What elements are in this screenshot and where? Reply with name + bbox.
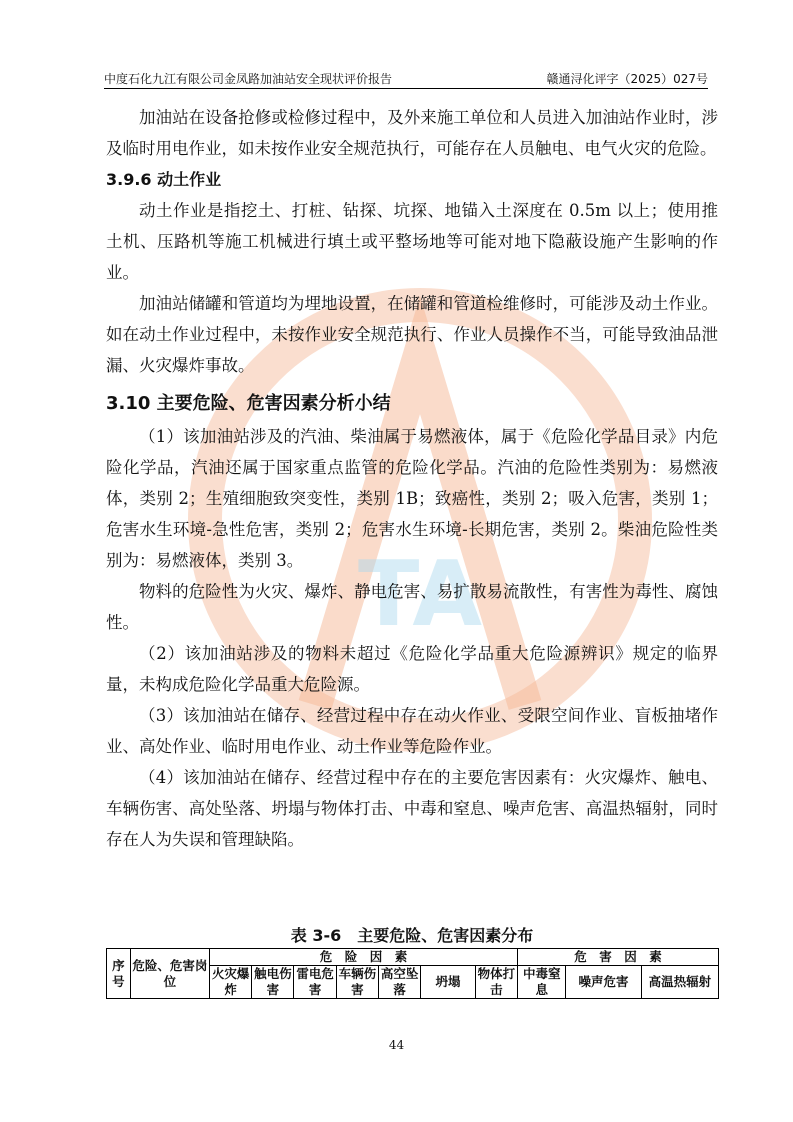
section-heading-3-10: 3.10 主要危险、危害因素分析小结	[106, 393, 391, 414]
page-number: 44	[388, 1038, 405, 1052]
paragraph-310-1: （1）该加油站涉及的汽油、柴油属于易燃液体，属于《危险化学品目录》内危险化学品，汽油还属于国家重点监管的危险化学品。汽油的危险性类别为：易燃液体，类别 2；生殖细胞致突变性，类别 1B；致癌性，类别 2；吸入危害，类别 1；危害水生环境-急性危害，类别 2；危害水生环境-长期危害，类别 2。柴油危险性类别为：易燃液体，类别 3。	[106, 427, 718, 570]
table-caption: 表 3-6 主要危险、危害因素分布	[290, 926, 534, 945]
paragraph-intro: 加油站在设备抢修或检修过程中，及外来施工单位和人员进入加油站作业时，涉及临时用电作业，如未按作业安全规范执行，可能存在人员触电、电气火灾的危险。	[106, 108, 718, 158]
factor-cell: 高空坠落	[378, 966, 420, 999]
page-header	[104, 66, 708, 89]
hazard-distribution-table	[106, 948, 719, 999]
factor-cell: 雷电危害	[294, 966, 336, 999]
factor-cell: 火灾爆炸	[210, 966, 252, 999]
paragraph-396-1: 动土作业是指挖土、打桩、钻探、坑探、地锚入土深度在 0.5m 以上；使用推土机、压路机等施工机械进行填土或平整场地等可能对地下隐蔽设施产生影响的作业。	[106, 201, 718, 282]
factor-cell: 高温热辐射	[641, 966, 718, 999]
header-doc-number: 赣通浔化评字（2025）027号	[546, 72, 708, 86]
col-post: 危险、危害岗位	[130, 949, 209, 999]
paragraph-310-3: （2）该加油站涉及的物料未超过《危险化学品重大危险源辨识》规定的临界量，未构成危险化学品重大危险源。	[106, 644, 718, 694]
factor-cell: 中毒窒息	[518, 966, 566, 999]
factor-cell: 车辆伤害	[336, 966, 378, 999]
factor-cell: 坍塌	[421, 966, 476, 999]
svg-text:TA: TA	[357, 542, 483, 647]
col-seq: 序号	[107, 949, 131, 999]
group-harm: 危 害 因 素	[518, 949, 719, 966]
group-danger: 危 险 因 素	[210, 949, 518, 966]
table-header-row	[107, 949, 719, 966]
section-heading-3-9-6: 3.9.6 动土作业	[106, 170, 222, 189]
header-title: 中度石化九江有限公司金凤路加油站安全现状评价报告	[104, 72, 393, 86]
document-body	[106, 102, 718, 855]
factor-cell: 物体打击	[475, 966, 517, 999]
paragraph-396-2: 加油站储罐和管道均为埋地设置，在储罐和管道检维修时，可能涉及动土作业。如在动土作业过程中，未按作业安全规范执行、作业人员操作不当，可能导致油品泄漏、火灾爆炸事故。	[106, 294, 718, 375]
paragraph-310-4: （3）该加油站在储存、经营过程中存在动火作业、受限空间作业、盲板抽堵作业、高处作业、临时用电作业、动土作业等危险作业。	[106, 706, 718, 756]
paragraph-310-5: （4）该加油站在储存、经营过程中存在的主要危害因素有：火灾爆炸、触电、车辆伤害、高处坠落、坍塌与物体打击、中毒和窒息、噪声危害、高温热辐射，同时存在人为失误和管理缺陷。	[106, 768, 718, 849]
factor-cell: 噪声危害	[566, 966, 641, 999]
paragraph-310-2: 物料的危险性为火灾、爆炸、静电危害、易扩散易流散性，有害性为毒性、腐蚀性。	[106, 582, 718, 632]
factor-cell: 触电伤害	[252, 966, 294, 999]
